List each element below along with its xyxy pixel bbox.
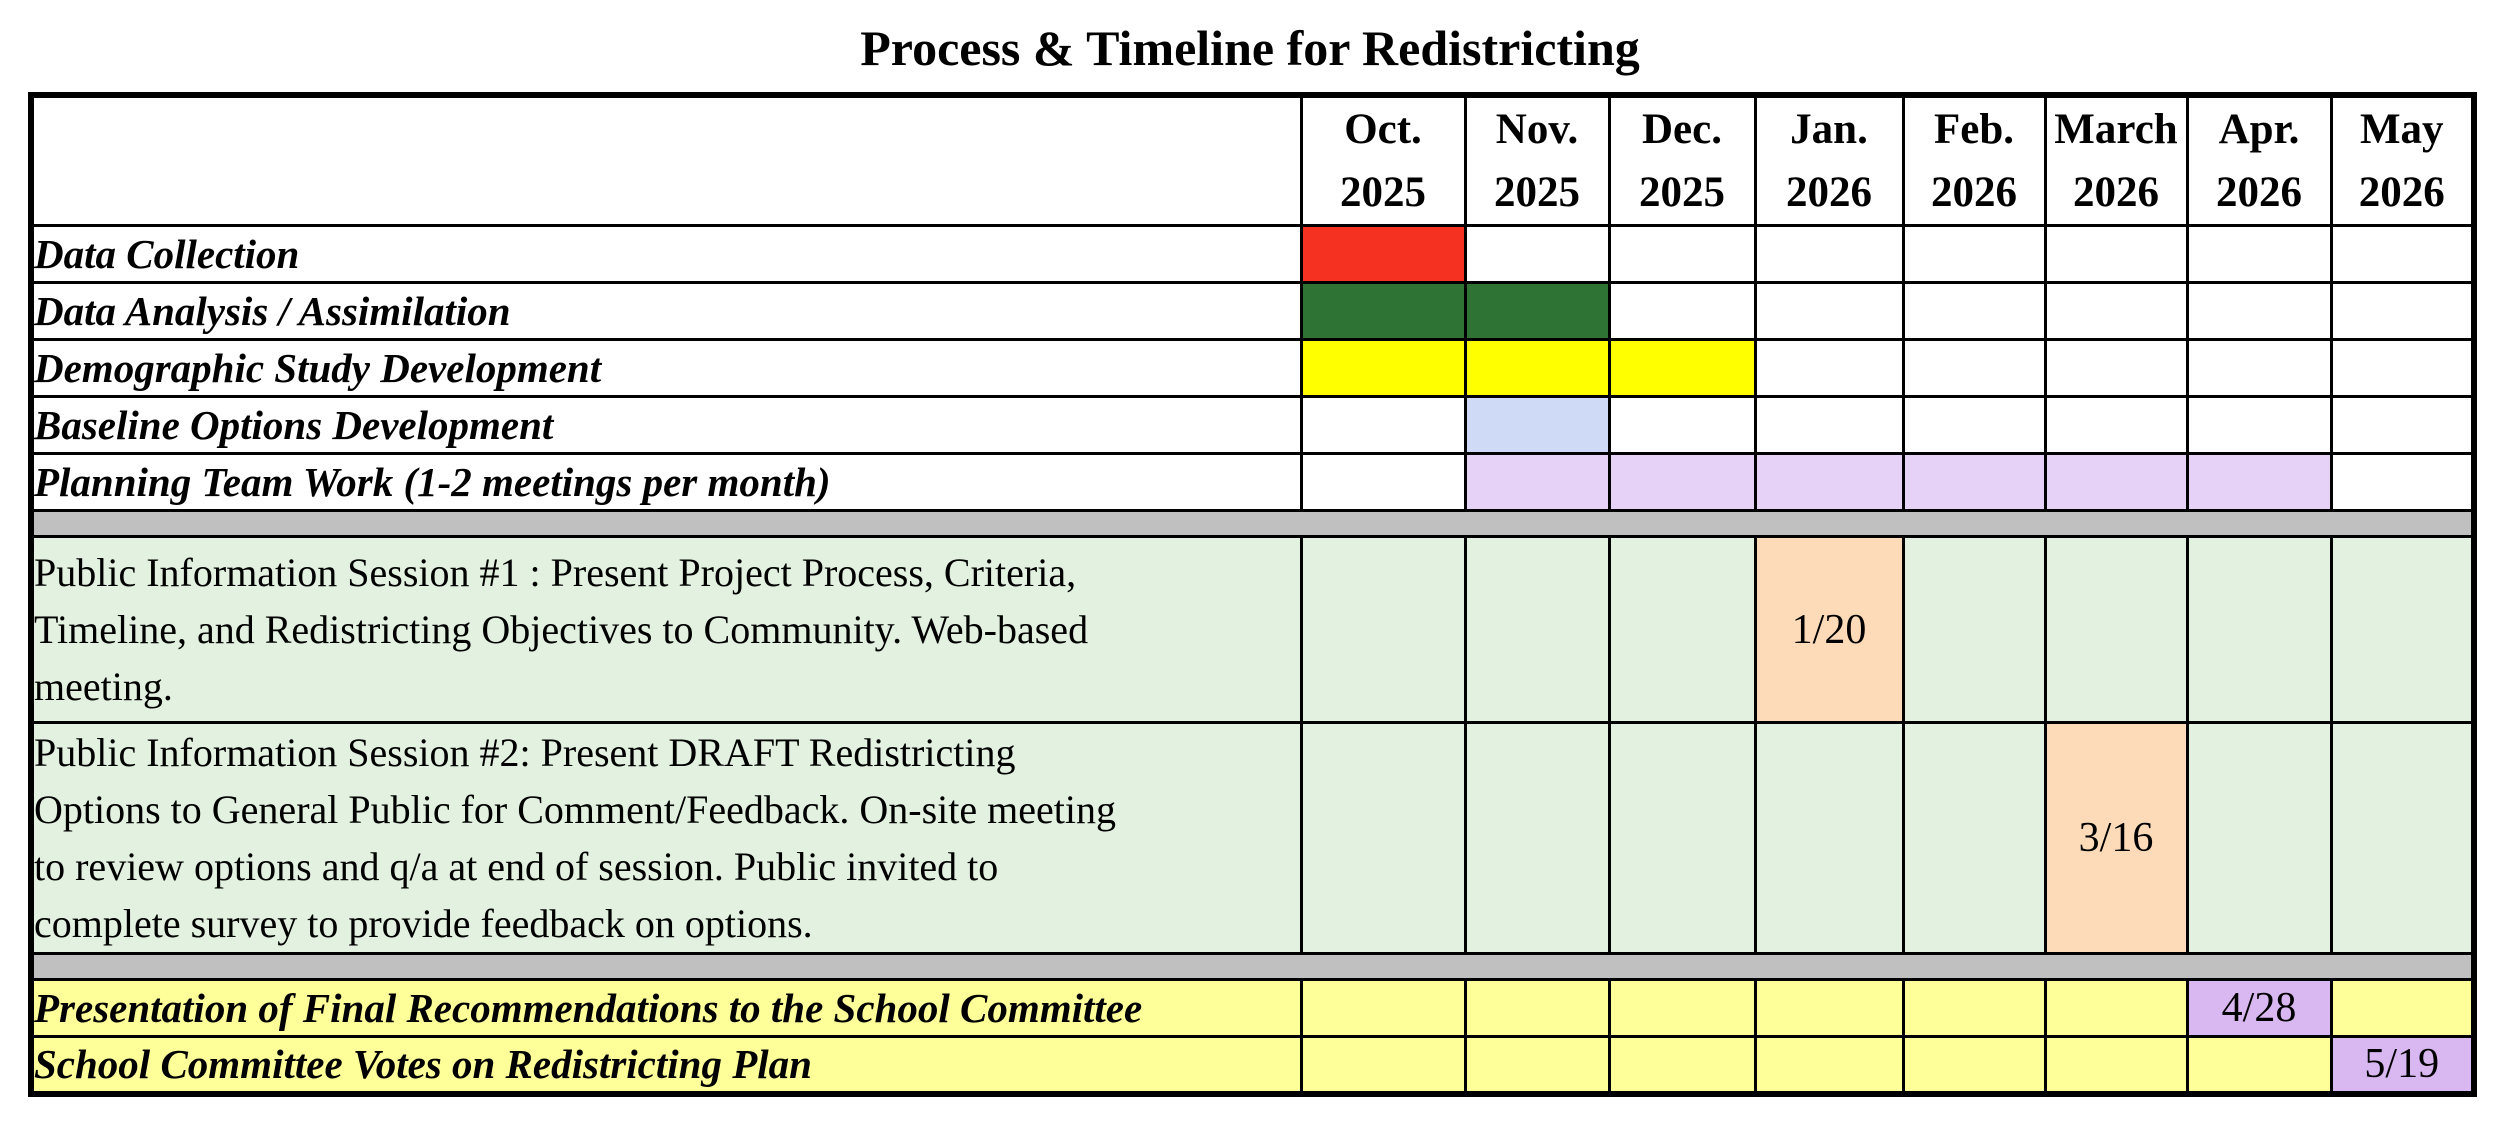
- session-text-line: to review options and q/a at end of session. Public invited to: [34, 844, 999, 889]
- page-title: Process & Timeline for Redistricting: [860, 20, 1640, 76]
- timeline-cell: [1465, 1037, 1609, 1094]
- task-label: Baseline Options Development: [31, 397, 1301, 454]
- timeline-cell: [1301, 226, 1465, 283]
- timeline-cell: [1903, 283, 2045, 340]
- final-step-label: School Committee Votes on Redistricting Plan: [31, 1037, 1301, 1094]
- session-text-line: Timeline, and Redistricting Objectives to Community. Web-based: [34, 607, 1089, 652]
- timeline-cell: [1609, 980, 1755, 1037]
- timeline-cell: [1465, 723, 1609, 954]
- timeline-cell: [1755, 397, 1903, 454]
- task-label: Planning Team Work (1-2 meetings per month): [31, 454, 1301, 511]
- task-row: [31, 340, 2474, 397]
- timeline-cell: [1903, 980, 2045, 1037]
- timeline-cell: [1609, 397, 1755, 454]
- timeline-cell: [2187, 1037, 2331, 1094]
- timeline-cell: [2045, 537, 2187, 723]
- timeline-cell: [2187, 537, 2331, 723]
- timeline-cell: [1465, 226, 1609, 283]
- session-row: [31, 723, 2474, 954]
- session-date: 3/16: [2045, 723, 2187, 954]
- timeline-cell: [1465, 283, 1609, 340]
- timeline-cell: [2331, 454, 2474, 511]
- timeline-cell: [2045, 1037, 2187, 1094]
- timeline-cell: [1301, 1037, 1465, 1094]
- month-header: Oct. 2025: [1301, 95, 1465, 226]
- session-text-line: Options to General Public for Comment/Feedback. On-site meeting: [34, 787, 1116, 832]
- separator-cell: [31, 954, 2474, 980]
- header-corner: [31, 95, 1301, 226]
- timeline-cell: [1465, 980, 1609, 1037]
- timeline-cell: [2045, 454, 2187, 511]
- timeline-cell: [2187, 397, 2331, 454]
- timeline-cell: [1609, 283, 1755, 340]
- timeline-cell: [1301, 340, 1465, 397]
- timeline-cell: [1609, 537, 1755, 723]
- separator-row: [31, 511, 2474, 537]
- timeline-cell: [2187, 454, 2331, 511]
- task-row: [31, 397, 2474, 454]
- session-text-line: meeting.: [34, 664, 173, 709]
- separator-row: [31, 954, 2474, 980]
- timeline-cell: [2045, 283, 2187, 340]
- timeline-cell: [2187, 723, 2331, 954]
- timeline-cell: [2331, 723, 2474, 954]
- timeline-cell: [2331, 397, 2474, 454]
- timeline-cell: [1301, 723, 1465, 954]
- timeline-table: [28, 92, 2477, 1097]
- timeline-cell: [2331, 283, 2474, 340]
- timeline-cell: [2045, 340, 2187, 397]
- month-header: Apr. 2026: [2187, 95, 2331, 226]
- timeline-cell: [1755, 980, 1903, 1037]
- timeline-cell: [1903, 340, 2045, 397]
- timeline-cell: [1903, 226, 2045, 283]
- month-header: Nov. 2025: [1465, 95, 1609, 226]
- timeline-cell: [1903, 723, 2045, 954]
- timeline-cell: [2331, 226, 2474, 283]
- timeline-cell: [1755, 454, 1903, 511]
- session-date: 1/20: [1755, 537, 1903, 723]
- timeline-cell: [1755, 723, 1903, 954]
- timeline-cell: [1465, 340, 1609, 397]
- timeline-cell: [2045, 226, 2187, 283]
- session-description: [31, 537, 1301, 723]
- timeline-cell: [1609, 1037, 1755, 1094]
- timeline-cell: [2187, 226, 2331, 283]
- timeline-cell: [2187, 283, 2331, 340]
- timeline-cell: [2045, 980, 2187, 1037]
- timeline-cell: [1903, 397, 2045, 454]
- task-label: Data Analysis / Assimilation: [31, 283, 1301, 340]
- session-text-line: Public Information Session #1 : Present Project Process, Criteria,: [34, 550, 1077, 595]
- task-label: Data Collection: [31, 226, 1301, 283]
- timeline-cell: [2187, 340, 2331, 397]
- timeline-cell: [1755, 1037, 1903, 1094]
- final-step-row: [31, 1037, 2474, 1094]
- final-step-date: 4/28: [2187, 980, 2331, 1037]
- timeline-cell: [1301, 283, 1465, 340]
- timeline-cell: [1465, 454, 1609, 511]
- session-text-line: Public Information Session #2: Present DRAFT Redistricting: [34, 730, 1016, 775]
- month-header: May 2026: [2331, 95, 2474, 226]
- timeline-cell: [1903, 1037, 2045, 1094]
- timeline-cell: [1609, 454, 1755, 511]
- task-row: [31, 226, 2474, 283]
- timeline-cell: [1903, 537, 2045, 723]
- timeline-cell: [2045, 397, 2187, 454]
- timeline-cell: [1301, 454, 1465, 511]
- session-text-line: complete survey to provide feedback on options.: [34, 901, 813, 946]
- session-description: [31, 723, 1301, 954]
- task-row: [31, 454, 2474, 511]
- final-step-row: [31, 980, 2474, 1037]
- timeline-cell: [1301, 980, 1465, 1037]
- timeline-cell: [1609, 723, 1755, 954]
- timeline-cell: [1755, 283, 1903, 340]
- task-row: [31, 283, 2474, 340]
- final-step-date: 5/19: [2331, 1037, 2474, 1094]
- separator-cell: [31, 511, 2474, 537]
- month-header: Jan. 2026: [1755, 95, 1903, 226]
- timeline-cell: [1755, 226, 1903, 283]
- timeline-cell: [1903, 454, 2045, 511]
- timeline-cell: [1465, 537, 1609, 723]
- month-header: Dec. 2025: [1609, 95, 1755, 226]
- month-header-row: [31, 95, 2474, 226]
- timeline-cell: [1609, 340, 1755, 397]
- timeline-cell: [1755, 340, 1903, 397]
- timeline-cell: [2331, 980, 2474, 1037]
- month-header: March 2026: [2045, 95, 2187, 226]
- month-header: Feb. 2026: [1903, 95, 2045, 226]
- timeline-cell: [1301, 397, 1465, 454]
- timeline-cell: [1465, 397, 1609, 454]
- final-step-label: Presentation of Final Recommendations to the School Committee: [31, 980, 1301, 1037]
- timeline-cell: [1301, 537, 1465, 723]
- session-row: [31, 537, 2474, 723]
- task-label: Demographic Study Development: [31, 340, 1301, 397]
- timeline-cell: [2331, 340, 2474, 397]
- timeline-cell: [1609, 226, 1755, 283]
- timeline-cell: [2331, 537, 2474, 723]
